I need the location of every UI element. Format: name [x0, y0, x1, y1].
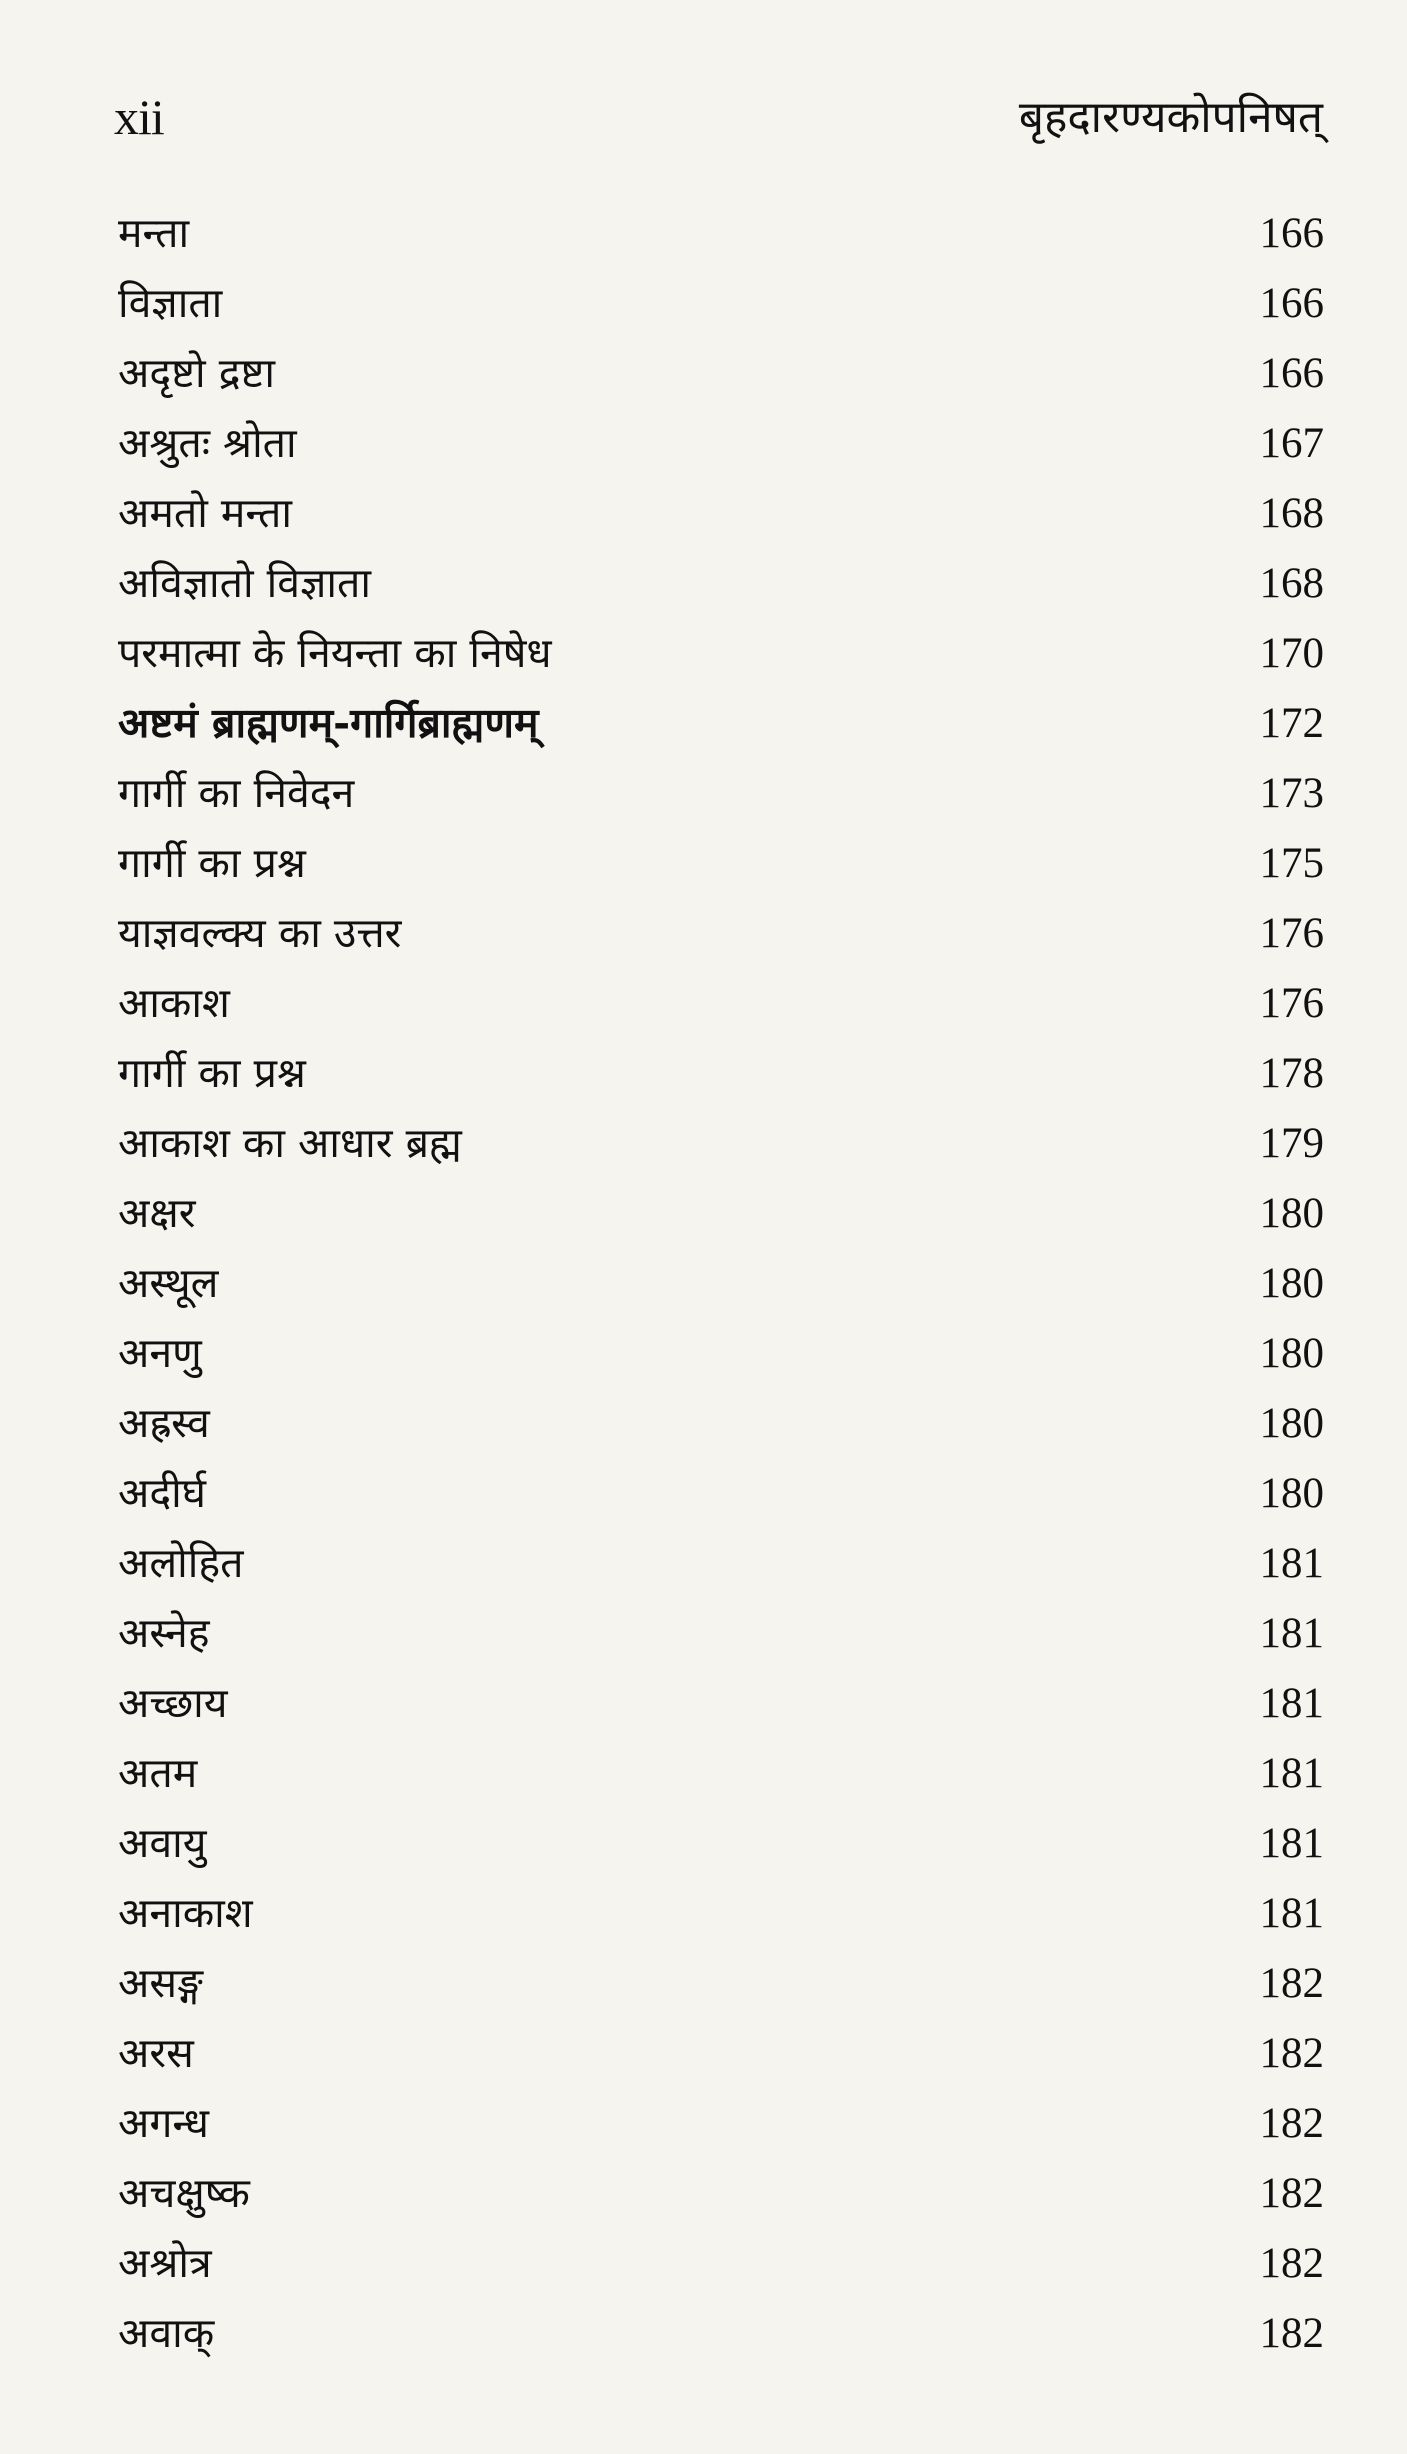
toc-entry: [118, 1248, 1324, 1318]
entry-page-number: 170: [1259, 629, 1324, 677]
toc-entry: [118, 198, 1324, 268]
entry-title: गार्गी का प्रश्न: [118, 1048, 306, 1097]
entry-page-number: 166: [1259, 209, 1324, 257]
toc-entry: [118, 618, 1324, 688]
toc-entry: [118, 1598, 1324, 1668]
toc-entry: [118, 548, 1324, 618]
toc-entry: [118, 1878, 1324, 1948]
page-number: xii: [114, 89, 164, 145]
toc-entry: [118, 1178, 1324, 1248]
entry-title: अश्रुतः श्रोता: [118, 418, 297, 467]
entry-title: अवाक्: [118, 2308, 215, 2357]
toc-entry: [118, 1948, 1324, 2018]
entry-title: अस्नेह: [118, 1608, 210, 1657]
entry-page-number: 180: [1259, 1329, 1324, 1377]
entry-title: अच्छाय: [118, 1678, 228, 1727]
entry-page-number: 182: [1259, 2029, 1324, 2077]
entry-title: अचक्षुष्क: [118, 2168, 250, 2217]
entry-page-number: 176: [1259, 909, 1324, 957]
entry-title: आकाश: [118, 978, 230, 1027]
toc-entry: [118, 268, 1324, 338]
toc-entry: [118, 2088, 1324, 2158]
section-title: अष्टमं ब्राह्मणम्-गार्गिब्राह्मणम्: [118, 698, 539, 747]
entry-title: अश्रोत्र: [118, 2238, 212, 2287]
entry-title: अविज्ञातो विज्ञाता: [118, 558, 371, 607]
entry-page-number: 168: [1259, 559, 1324, 607]
entry-page-number: 181: [1259, 1609, 1324, 1657]
entry-page-number: 180: [1259, 1399, 1324, 1447]
entry-page-number: 181: [1259, 1889, 1324, 1937]
entry-title: मन्ता: [118, 208, 190, 257]
toc-entry: [118, 828, 1324, 898]
entry-title: अस्थूल: [118, 1258, 219, 1307]
entry-title: अलोहित: [118, 1538, 244, 1587]
entry-title: असङ्ग: [118, 1958, 203, 2007]
entry-title: आकाश का आधार ब्रह्म: [118, 1118, 462, 1167]
entry-page-number: 166: [1259, 349, 1324, 397]
toc-entry: [118, 478, 1324, 548]
entry-title: अगन्ध: [118, 2098, 209, 2147]
entry-page-number: 180: [1259, 1189, 1324, 1237]
entry-title: अनणु: [118, 1328, 202, 1377]
entry-page-number: 181: [1259, 1539, 1324, 1587]
entry-page-number: 167: [1259, 419, 1324, 467]
entry-title: अतम: [118, 1748, 198, 1797]
table-of-contents: [118, 198, 1324, 2368]
toc-entry: [118, 1528, 1324, 1598]
entry-page-number: 173: [1259, 769, 1324, 817]
toc-entry: [118, 2018, 1324, 2088]
entry-title: अमतो मन्ता: [118, 488, 292, 537]
entry-page-number: 178: [1259, 1049, 1324, 1097]
toc-entry: [118, 1038, 1324, 1108]
entry-page-number: 180: [1259, 1469, 1324, 1517]
entry-page-number: 182: [1259, 2239, 1324, 2287]
entry-page-number: 181: [1259, 1679, 1324, 1727]
toc-entry: [118, 968, 1324, 1038]
entry-title: अरस: [118, 2028, 194, 2077]
entry-title: अक्षर: [118, 1188, 196, 1237]
toc-entry: [118, 1458, 1324, 1528]
toc-entry: [118, 408, 1324, 478]
entry-page-number: 179: [1259, 1119, 1324, 1167]
entry-title: याज्ञवल्क्य का उत्तर: [118, 908, 402, 957]
toc-entry: [118, 2158, 1324, 2228]
entry-page-number: 181: [1259, 1819, 1324, 1867]
entry-page-number: 182: [1259, 2309, 1324, 2357]
entry-page-number: 182: [1259, 2169, 1324, 2217]
entry-page-number: 180: [1259, 1259, 1324, 1307]
entry-title: परमात्मा के नियन्ता का निषेध: [118, 628, 552, 677]
toc-entry: [118, 2228, 1324, 2298]
entry-title: गार्गी का निवेदन: [118, 768, 355, 817]
entry-title: अदृष्टो द्रष्टा: [118, 348, 276, 397]
running-title: बृहदारण्यकोपनिषत्: [1018, 92, 1323, 143]
entry-title: विज्ञाता: [118, 278, 223, 327]
toc-entry: [118, 898, 1324, 968]
toc-entry: [118, 1388, 1324, 1458]
entry-page-number: 175: [1259, 839, 1324, 887]
toc-entry: [118, 1738, 1324, 1808]
entry-page-number: 182: [1259, 1959, 1324, 2007]
toc-entry: [118, 758, 1324, 828]
toc-entry: [118, 1668, 1324, 1738]
toc-entry: [118, 1808, 1324, 1878]
entry-page-number: 168: [1259, 489, 1324, 537]
toc-entry: [118, 338, 1324, 408]
toc-entry: [118, 1318, 1324, 1388]
entry-page-number: 182: [1259, 2099, 1324, 2147]
entry-title: अदीर्घ: [118, 1468, 206, 1517]
entry-page-number: 176: [1259, 979, 1324, 1027]
entry-page-number: 181: [1259, 1749, 1324, 1797]
entry-title: अनाकाश: [118, 1888, 253, 1937]
entry-title: अवायु: [118, 1818, 207, 1867]
entry-title: अह्रस्व: [118, 1398, 210, 1447]
entry-page-number: 166: [1259, 279, 1324, 327]
entry-title: गार्गी का प्रश्न: [118, 838, 306, 887]
toc-entry: [118, 2298, 1324, 2368]
entry-page-number: 172: [1259, 699, 1324, 747]
toc-entry: [118, 1108, 1324, 1178]
toc-section-heading: [118, 688, 1324, 758]
